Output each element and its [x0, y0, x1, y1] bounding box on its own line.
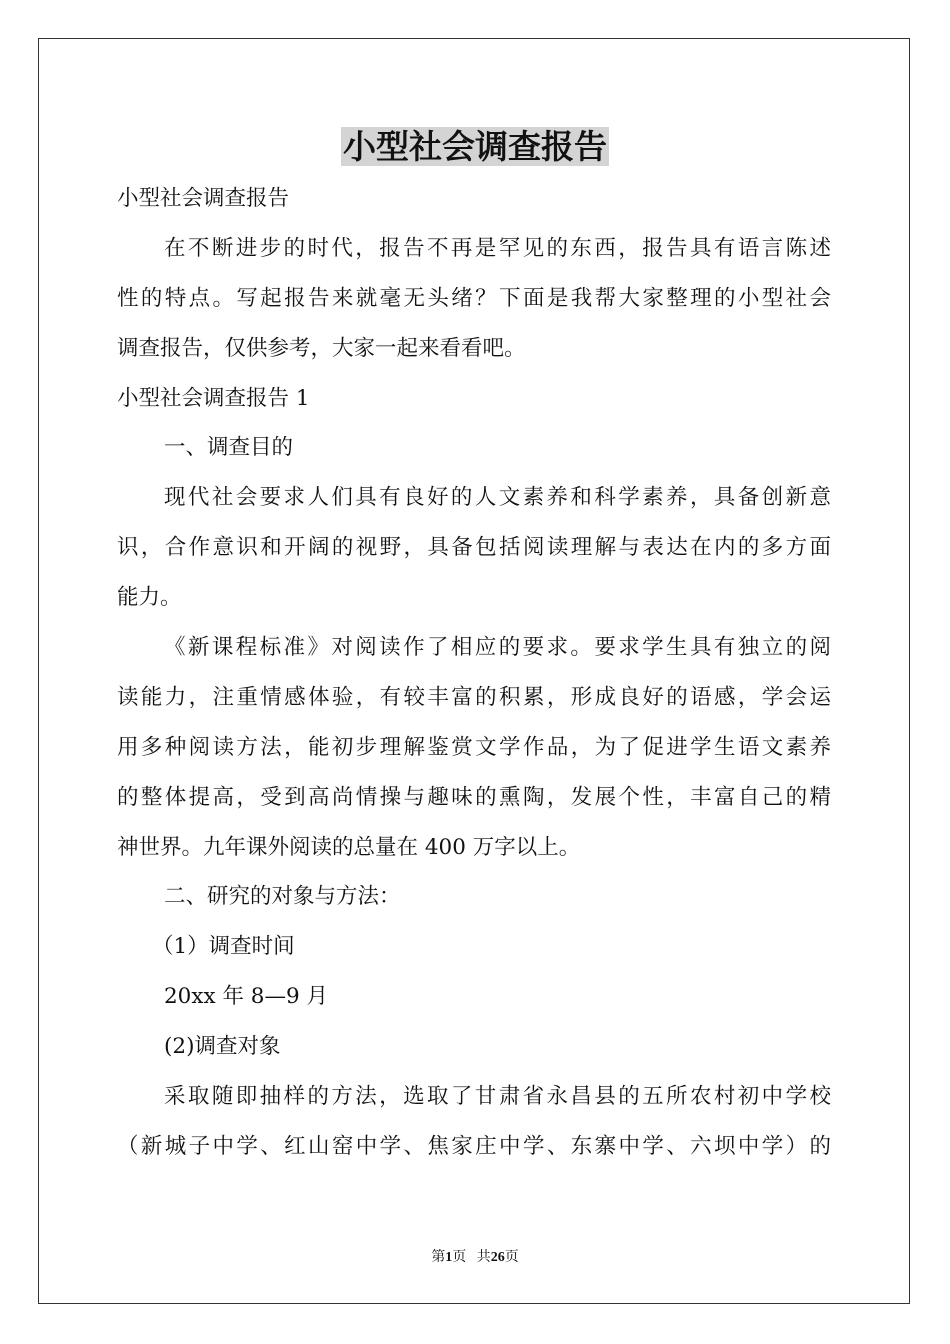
footer-total-pages: 26	[490, 1250, 505, 1265]
footer-total-suffix: 页	[504, 1250, 519, 1265]
paragraph-line: 现代社会要求人们具有良好的人文素养和科学素养，具备创新意	[164, 485, 831, 510]
page-border	[38, 38, 910, 1304]
paragraph-line: 能力。	[117, 585, 182, 610]
paragraph-line: 识，合作意识和开阔的视野，具备包括阅读理解与表达在内的多方面	[117, 535, 831, 560]
list-item: （1）调查时间	[152, 934, 295, 959]
page-footer	[0, 1248, 950, 1268]
paragraph-line: 在不断进步的时代，报告不再是罕见的东西，报告具有语言陈述	[164, 236, 831, 261]
paragraph-line: 用多种阅读方法，能初步理解鉴赏文学作品，为了促进学生语文素养	[117, 735, 831, 760]
paragraph-line: 性的特点。写起报告来就毫无头绪？下面是我帮大家整理的小型社会	[117, 286, 831, 311]
subsection-heading: 二、研究的对象与方法：	[164, 884, 401, 909]
footer-prefix: 第	[431, 1250, 446, 1265]
paragraph-line: 20xx 年 8—9 月	[164, 984, 328, 1009]
document-title	[0, 124, 950, 170]
subsection-heading: 一、调查目的	[164, 435, 294, 460]
paragraph-line: 采取随即抽样的方法，选取了甘肃省永昌县的五所农村初中学校	[164, 1084, 831, 1109]
subtitle-line: 小型社会调查报告	[117, 186, 290, 211]
paragraph-line: 《新课程标准》对阅读作了相应的要求。要求学生具有独立的阅	[164, 635, 831, 660]
paragraph-line: 神世界。九年课外阅读的总量在 400 万字以上。	[117, 835, 581, 860]
footer-current-page: 1	[445, 1250, 453, 1265]
paragraph-line: （新城子中学、红山窑中学、焦家庄中学、东寨中学、六坝中学）的	[117, 1134, 831, 1159]
section-heading: 小型社会调查报告 1	[117, 386, 310, 411]
paragraph-line: 读能力，注重情感体验，有较丰富的积累，形成良好的语感，学会运	[117, 685, 831, 710]
paragraph-line: 的整体提高，受到高尚情操与趣味的熏陶，发展个性，丰富自己的精	[117, 785, 831, 810]
list-item: (2)调查对象	[164, 1034, 281, 1059]
document-title-text: 小型社会调查报告	[343, 127, 607, 166]
footer-total-prefix: 共	[476, 1250, 491, 1265]
footer-page-label: 页	[452, 1250, 467, 1265]
paragraph-line: 调查报告，仅供参考，大家一起来看看吧。	[117, 336, 526, 361]
